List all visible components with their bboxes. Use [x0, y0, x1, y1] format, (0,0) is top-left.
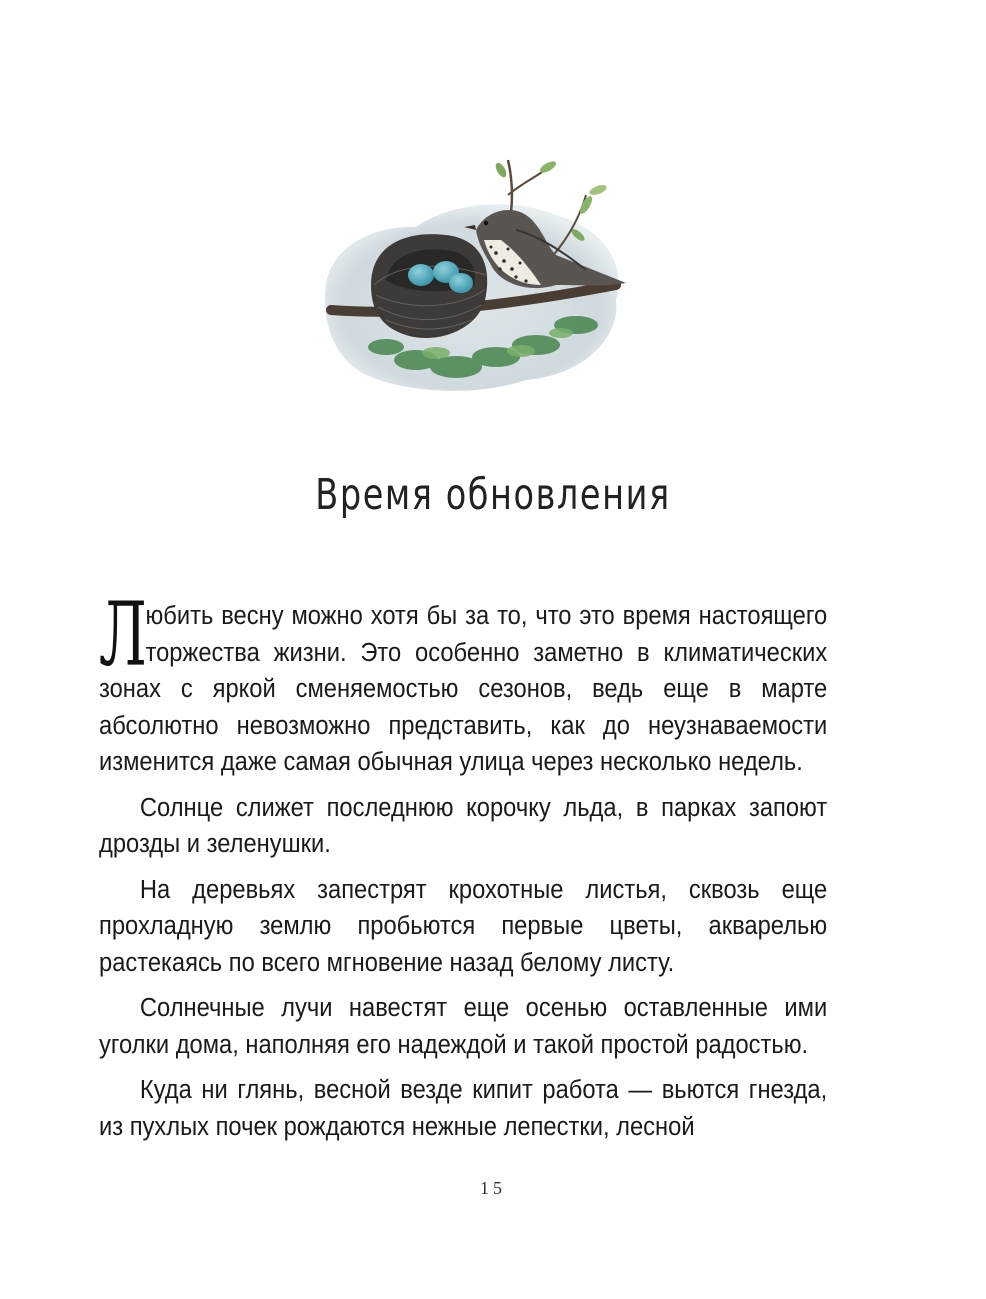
paragraph-1-text: юбить весну можно хотя бы за то, что это время настоящего торжества жизни. Это особенно заметно в климатических зонах с яркой сменяемостью сезонов, ведь еще в марте абсолютно невозможно представить, как до неузнаваемости изменится даже самая обычная улица через несколько недель.: [99, 602, 828, 776]
chapter-title: Время обновления: [315, 470, 671, 520]
bird-nest-illustration: [286, 135, 640, 401]
bird-nest-icon: [286, 135, 640, 401]
paragraph-4: Солнечные лучи навестят еще осенью оставленные ими уголки дома, наполняя его надеждой и такой простой радостью.: [99, 994, 828, 1059]
body-text: [99, 583, 828, 1154]
paragraph-5: Куда ни глянь, весной везде кипит работа — вьются гнезда, из пухлых почек рождаются нежные лепестки, лесной: [99, 1076, 828, 1141]
paragraph-3: На деревьях запестрят крохотные листья, сквозь еще прохладную землю пробьются первые цветы, акварелью растекаясь по всего мгновение назад белому листу.: [99, 875, 828, 977]
paragraph-2: Солнце слижет последнюю корочку льда, в парках запоют дрозды и зеленушки.: [99, 793, 828, 858]
page-number: 15: [480, 1178, 506, 1198]
drop-cap: Л: [99, 583, 147, 686]
paragraph-1: [99, 583, 828, 781]
